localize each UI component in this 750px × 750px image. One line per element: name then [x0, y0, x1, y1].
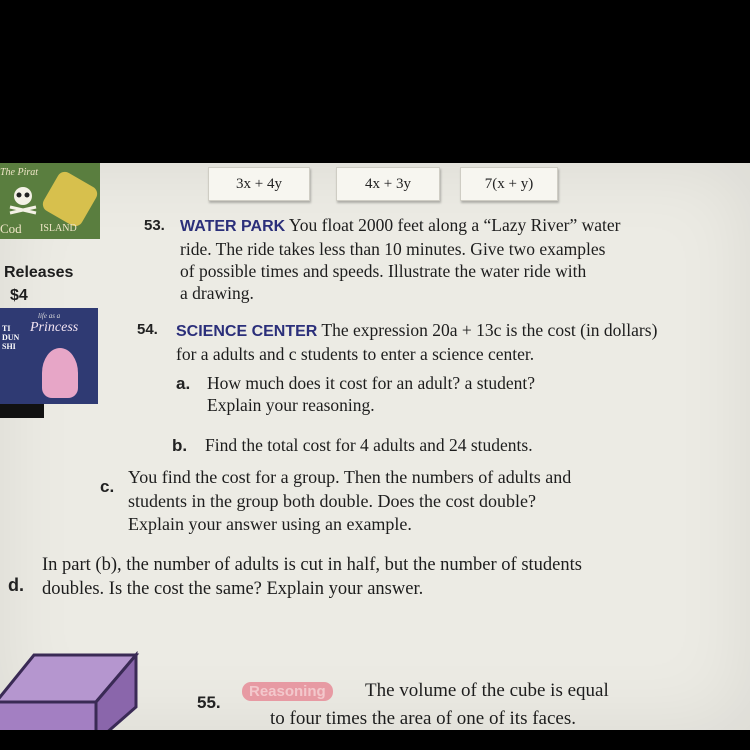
part-d-label: d.	[8, 575, 24, 595]
badge-label: Reasoning	[242, 682, 333, 701]
problem-line: of possible times and speeds. Illustrate the water ride with	[180, 261, 587, 281]
problem-55-line2	[270, 705, 750, 730]
problem-number: 53.	[144, 217, 165, 234]
problem-line: How much does it cost for an adult? a student?	[207, 373, 536, 393]
expression-box-1	[208, 167, 310, 201]
part-c-label: c.	[100, 477, 115, 496]
parrot-image	[40, 169, 100, 229]
problem-line: ride. The ride takes less than 10 minutes. Give two examples	[180, 239, 606, 259]
problem-line: for a adults and c students to enter a science center.	[176, 344, 535, 364]
problem-line: to four times the area of one of its faces.	[270, 708, 576, 729]
textbook-page	[0, 163, 750, 730]
problem-line: The expression 20a + 13c is the cost (in dollars)	[321, 320, 658, 340]
cover-shadow	[0, 404, 44, 418]
expression-box-3	[460, 167, 558, 201]
problem-53	[180, 214, 700, 304]
expression-box-2	[336, 167, 440, 201]
problem-line: Explain your reasoning.	[207, 395, 375, 415]
problem-line: students in the group both double. Does the cost double?	[128, 490, 536, 511]
problem-line: Find the total cost for 4 adults and 24 students.	[205, 435, 533, 455]
problem-55	[365, 677, 745, 704]
problem-54	[176, 319, 736, 365]
cover-small-text: life as a	[38, 312, 61, 320]
cover-subtitle: ISLAND	[40, 223, 77, 234]
part-a	[207, 372, 707, 416]
problem-line: doubles. Is the cost the same? Explain your answer.	[42, 579, 424, 599]
expression-text: 3x + 4y	[236, 175, 282, 192]
cover-title: The Pirat	[0, 167, 39, 178]
expression-text: 4x + 3y	[365, 175, 411, 192]
cover-title: Princess	[30, 320, 79, 335]
problem-line: You find the cost for a group. Then the numbers of adults and	[128, 467, 572, 487]
part-c	[128, 466, 728, 537]
problem-topic: SCIENCE CENTER	[176, 323, 318, 340]
problem-line: You float 2000 feet along a “Lazy River” water	[288, 215, 621, 235]
problem-line: Explain your answer using an example.	[128, 514, 412, 534]
pirate-book-cover	[0, 163, 100, 239]
part-d	[42, 553, 742, 601]
skull-icon	[6, 185, 40, 215]
princess-book-cover	[0, 308, 98, 404]
part-b-label: b.	[172, 436, 188, 455]
part-a-label: a.	[176, 374, 191, 393]
expression-text: 7(x + y)	[484, 175, 534, 192]
problem-line: a drawing.	[180, 283, 254, 303]
problem-topic: WATER PARK	[180, 218, 286, 235]
problem-line: In part (b), the number of adults is cut in half, but the number of students	[42, 555, 582, 575]
part-b	[205, 434, 725, 456]
releases-label: Releases	[4, 264, 74, 281]
problem-line: The volume of the cube is equal	[365, 680, 609, 701]
princess-image	[42, 348, 78, 398]
problem-number: 54.	[137, 321, 158, 338]
price-label: $4	[10, 287, 28, 304]
problem-number: 55.	[197, 693, 221, 712]
cube-drawing	[0, 647, 146, 730]
cover-side-text: TI DUN SHI	[2, 324, 20, 351]
reasoning-badge	[242, 683, 333, 701]
cover-code: Cod	[0, 221, 22, 236]
